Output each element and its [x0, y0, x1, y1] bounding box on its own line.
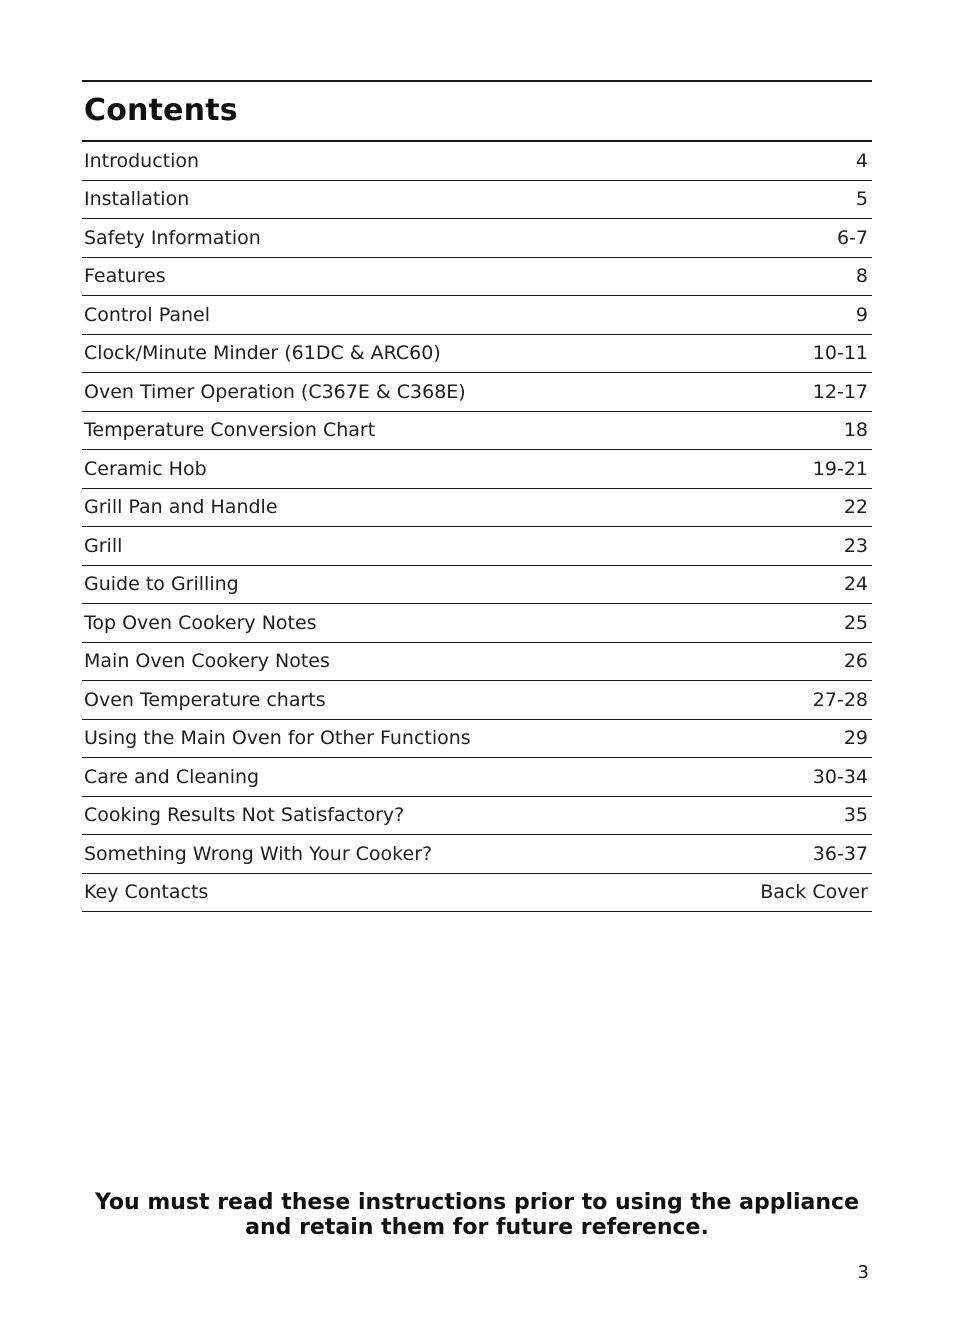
toc-entry-label: Oven Temperature charts: [84, 688, 326, 711]
toc-entry-label: Features: [84, 265, 166, 288]
toc-entry-label: Care and Cleaning: [84, 765, 260, 788]
toc-entry[interactable]: [82, 181, 872, 220]
toc-entry-page: 26: [843, 650, 868, 673]
toc-entry[interactable]: [82, 373, 872, 412]
toc-entry-page: 25: [843, 611, 868, 634]
toc-entry-page: 18: [843, 419, 868, 442]
toc-entry-label: Using the Main Oven for Other Functions: [84, 727, 471, 750]
toc-entry[interactable]: [82, 566, 872, 605]
toc-entry[interactable]: [82, 835, 872, 874]
toc-entry[interactable]: [82, 489, 872, 528]
toc-entry[interactable]: [82, 142, 872, 181]
toc-entry-label: Oven Timer Operation (C367E & C368E): [84, 380, 466, 403]
toc-entry[interactable]: [82, 335, 872, 374]
toc-entry-label: Cooking Results Not Satisfactory?: [84, 804, 405, 827]
toc-entry[interactable]: [82, 258, 872, 297]
contents-section: [82, 80, 872, 912]
notice-line-1: You must read these instructions prior to using the appliance: [94, 1190, 860, 1215]
toc-entry-label: Temperature Conversion Chart: [84, 419, 376, 442]
toc-entry-page: 5: [855, 188, 868, 211]
toc-entry-page: 36-37: [812, 842, 868, 865]
toc-entry-page: 12-17: [812, 380, 868, 403]
toc-entry-page: 24: [843, 573, 868, 596]
toc-entry-label: Main Oven Cookery Notes: [84, 650, 330, 673]
toc-entry-label: Ceramic Hob: [84, 457, 207, 480]
toc-entry-page: 30-34: [812, 765, 868, 788]
toc-entry-label: Installation: [84, 188, 190, 211]
toc-entry-page: 35: [843, 804, 868, 827]
table-of-contents: [82, 140, 872, 912]
toc-entry-label: Control Panel: [84, 303, 210, 326]
toc-entry[interactable]: [82, 720, 872, 759]
page-number: 3: [857, 1262, 869, 1283]
read-instructions-notice: [82, 1190, 872, 1240]
toc-entry-label: Clock/Minute Minder (61DC & ARC60): [84, 342, 441, 365]
toc-entry-page: 23: [843, 534, 868, 557]
toc-entry-label: Grill Pan and Handle: [84, 496, 278, 519]
toc-entry-page: 6-7: [836, 226, 868, 249]
toc-entry[interactable]: [82, 604, 872, 643]
toc-entry-page: 22: [843, 496, 868, 519]
toc-entry[interactable]: [82, 219, 872, 258]
toc-entry-page: 10-11: [812, 342, 868, 365]
toc-entry[interactable]: [82, 527, 872, 566]
toc-entry-page: 19-21: [812, 457, 868, 480]
toc-entry[interactable]: [82, 797, 872, 836]
toc-entry-page: 29: [843, 727, 868, 750]
notice-line-2: and retain them for future reference.: [245, 1215, 709, 1240]
toc-entry-label: Guide to Grilling: [84, 573, 239, 596]
toc-entry-label: Grill: [84, 534, 123, 557]
toc-entry[interactable]: [82, 874, 872, 913]
toc-entry[interactable]: [82, 412, 872, 451]
toc-entry-label: Top Oven Cookery Notes: [84, 611, 317, 634]
toc-entry-label: Safety Information: [84, 226, 261, 249]
toc-entry-label: Introduction: [84, 149, 200, 172]
toc-entry[interactable]: [82, 296, 872, 335]
toc-entry-page: Back Cover: [760, 881, 868, 904]
toc-entry-label: Key Contacts: [84, 881, 209, 904]
toc-entry-page: 4: [855, 149, 868, 172]
toc-entry[interactable]: [82, 643, 872, 682]
toc-entry[interactable]: [82, 681, 872, 720]
toc-entry-page: 9: [855, 303, 868, 326]
page-title: Contents: [84, 93, 238, 128]
toc-entry-page: 8: [855, 265, 868, 288]
toc-entry-page: 27-28: [812, 688, 868, 711]
toc-entry-label: Something Wrong With Your Cooker?: [84, 842, 433, 865]
toc-entry[interactable]: [82, 758, 872, 797]
toc-entry[interactable]: [82, 450, 872, 489]
